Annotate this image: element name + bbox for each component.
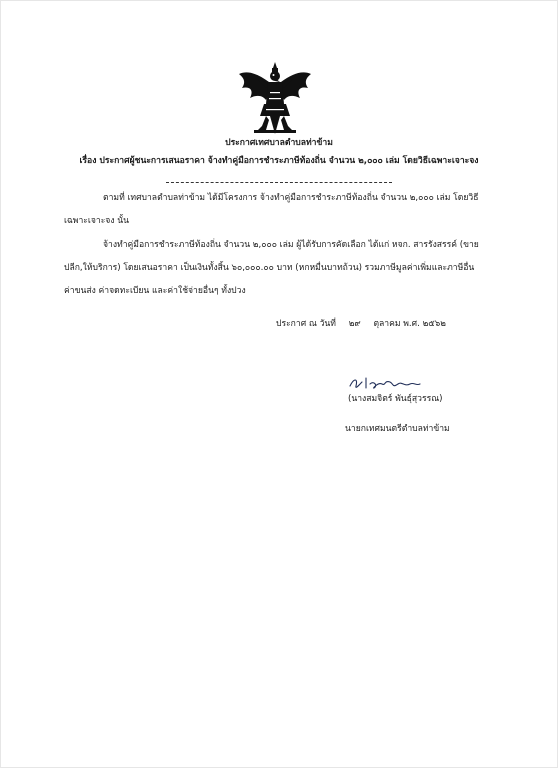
paragraph-1-line-2: เฉพาะเจาะจง นั้น: [64, 216, 130, 226]
document-subject: เรื่อง ประกาศผู้ชนะการเสนอราคา จ้างทำคู่มือการชำระภาษีท้องถิ่น จำนวน ๒,๐๐๐ เล่ม โดยวิธีเฉพาะเจาะจง: [79, 156, 479, 166]
date-day: ๒๙: [348, 319, 361, 329]
date-month-year: ตุลาคม พ.ศ. ๒๕๖๒: [373, 319, 446, 329]
paragraph-2-line-1: จ้างทำคู่มือการชำระภาษีท้องถิ่น จำนวน ๒,๐๐๐ เล่ม ผู้ได้รับการคัดเลือก ได้แก่ หจก. สารรังสรรค์ (ขาย: [103, 240, 479, 250]
document-title: ประกาศเทศบาลตำบลท่าข้าม: [225, 138, 333, 148]
signatory-position: นายกเทศมนตรีตำบลท่าข้าม: [345, 424, 450, 434]
announcement-date: [276, 318, 446, 330]
paragraph-1-line-1: ตามที่ เทศบาลตำบลท่าข้าม ได้มีโครงการ จ้างทำคู่มือการชำระภาษีท้องถิ่น จำนวน ๒,๐๐๐ เล่ม โดยวิธี: [103, 193, 479, 203]
signatory-name: (นางสมจิตร์ พันธุ์สุวรรณ): [348, 394, 443, 404]
handwritten-signature: [344, 372, 424, 394]
paragraph-2-line-2: ปลีก,ให้บริการ) โดยเสนอราคา เป็นเงินทั้งสิ้น ๖๐,๐๐๐.๐๐ บาท (หกหมื่นบาทถ้วน) รวมภาษีมูลค่าเพิ่มและภาษีอื่น: [64, 263, 475, 273]
date-prefix: ประกาศ ณ วันที่: [276, 319, 336, 329]
divider: [166, 182, 392, 183]
paragraph-2-line-3: ค่าขนส่ง ค่าจดทะเบียน และค่าใช้จ่ายอื่นๆ ทั้งปวง: [64, 286, 246, 296]
garuda-emblem-icon: [236, 60, 314, 136]
